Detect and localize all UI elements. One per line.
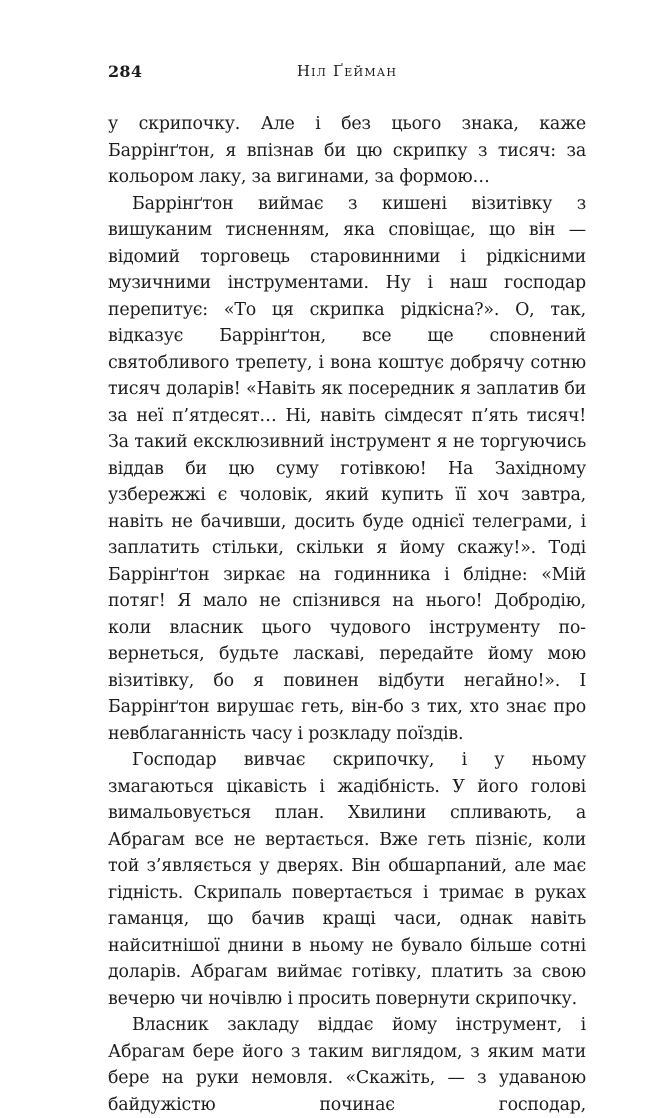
paragraph: Баррінґтон виймає з кишені візитівку з вишуканим тисненням, яка сповіщає, що він — відомий торговець старовинними і рідкісними музичними інструментами. Ну і наш господар перепитує: «То ця скрипка рідкісна?». О, так, відказує Баррінґтон, все ще сповнений святобливого трепету, і вона коштує добрячу сотню тисяч доларів! «Навіть як посередник я заплатив би за неї п’ятдесят… Ні, навіть сімдесят п’ять тисяч! За такий ексклюзивний інструмент я не торгуючись віддав би цю суму готівкою! На Західному узбережжі є чоловік, який купить її хоч завтра, навіть не бачивши, досить буде однієї телеграми, і заплатить стільки, скільки я йому скажу!». Тоді Баррінґтон зиркає на годинника і блідне: «Мій потяг! Я мало не спізнився на нього! Добродію, коли власник цього чудового інструменту повернеться, будьте ласкаві, передайте йому мою візитівку, бо я повинен відбути негайно!». І Баррінґтон вирушає геть, він-бо з тих, хто знає про невблаганність часу і розкладу поїздів. <box>108 193 586 744</box>
running-title: Ніл Ґейман <box>296 62 398 80</box>
paragraph: Господар вивчає скрипочку, і у ньому змагаються цікавість і жадібність. У його голові вимальовується план. Хвилини спливають, а Абрагам все не вертається. Вже геть пізніє, коли той з’являється у дверях. Він обшарпаний, але має гідність. Скрипаль повертається і тримає в руках гаманця, що бачив кращі часи, однак навіть найситнішої днини в ньому не бувало більше сотні доларів. Абрагам виймає готівку, платить за свою вечерю чи ночівлю і просить повернути скрипочку. <box>108 750 586 1009</box>
body-text <box>108 111 586 1118</box>
page-header <box>108 62 586 86</box>
paragraph: у скрипочку. Але і без цього знака, каже Баррінґтон, я впізнав би цю скрипку з тисяч: за кольором лаку, за вигинами, за формою… <box>108 114 586 187</box>
paragraph: Власник закладу віддає йому інструмент, і Абрагам бере його з таким виглядом, з яким мати бере на руки немовля. «Скажіть, — з удаваною байдужістю починає господар, <box>108 1015 586 1115</box>
page-number: 284 <box>108 62 143 81</box>
